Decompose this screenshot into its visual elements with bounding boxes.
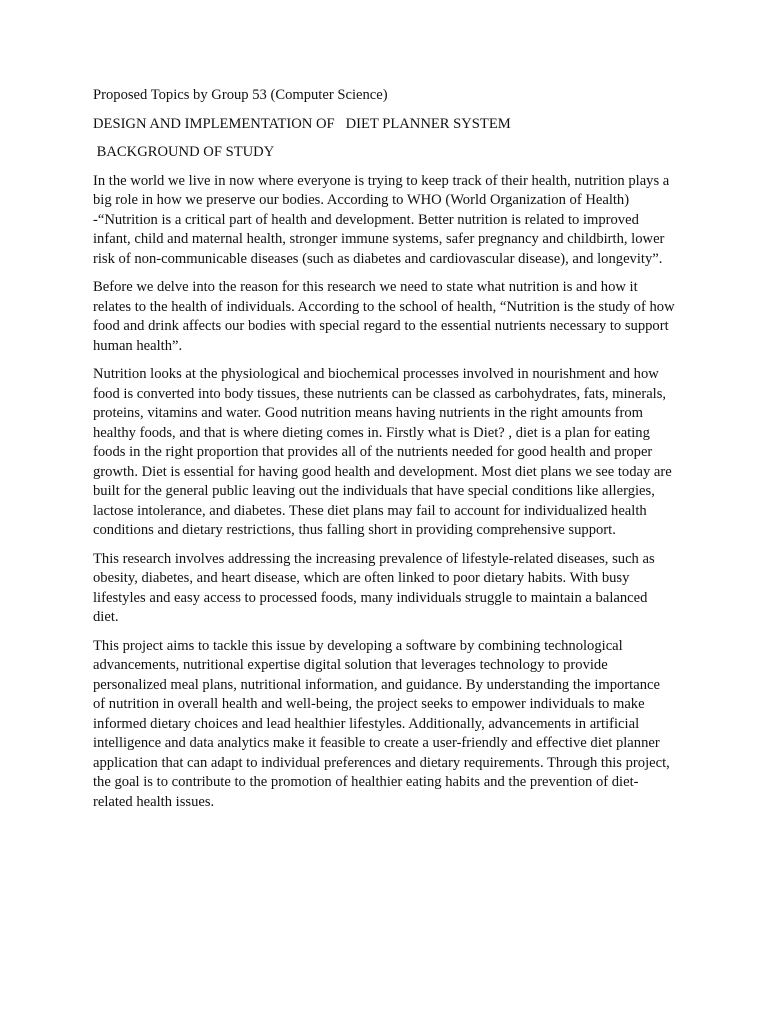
document-body [93, 86, 679, 821]
paragraph-nutrition-processes: Nutrition looks at the physiological and biochemical processes involved in nourishment and how food is converted into body tissues, these nutrients can be classed as carbohydrates, fats, minerals, proteins, vitamins and water. Good nutrition means having nutrients in the right amounts from healthy foods, and that is where dieting comes in. Firstly what is Diet? , diet is a plan for eating foods in the right proportion that provides all of the nutrients needed for good health and proper growth. Diet is essential for having good health and development. Most diet plans we see today are built for the general public leaving out the individuals that have special conditions like allergies, lactose intolerance, and diabetes. These diet plans may fail to account for individualized health conditions and dietary restrictions, thus falling short in providing comprehensive support. [93, 366, 676, 538]
proposer-line: Proposed Topics by Group 53 (Computer Science) [93, 87, 388, 103]
paragraph-intro: In the world we live in now where everyone is trying to keep track of their health, nutrition plays a big role in how we preserve our bodies. According to WHO (World Organization of Health) -“Nutrition is a critical part of health and development. Better nutrition is related to improved infant, child and maternal health, stronger immune systems, safer pregnancy and childbirth, lower risk of non-communicable diseases (such as diabetes and cardiovascular disease), and longevity”. [93, 172, 673, 267]
section-heading: BACKGROUND OF STUDY [93, 144, 275, 160]
paragraph-nutrition-definition: Before we delve into the reason for this research we need to state what nutrition is and how it relates to the health of individuals. According to the school of health, “Nutrition is the study of how food and drink affects our bodies with special regard to the essential nutrients necessary to support human health”. [93, 279, 679, 354]
paragraph-project-aim: This project aims to tackle this issue by developing a software by combining technological advancements, nutritional expertise digital solution that leverages technology to provide personalized meal plans, nutritional information, and guidance. By understanding the importance of nutrition in overall health and well-being, the project seeks to empower individuals to make informed dietary choices and lead healthier lifestyles. Additionally, advancements in artificial intelligence and data analytics make it feasible to create a user-friendly and effective diet planner application that can adapt to individual preferences and dietary requirements. Through this project, the goal is to contribute to the promotion of healthier eating habits and the prevention of diet-related health issues. [93, 637, 674, 810]
project-title: DESIGN AND IMPLEMENTATION OF DIET PLANNER SYSTEM [93, 115, 511, 132]
paragraph-research-problem: This research involves addressing the increasing prevalence of lifestyle-related diseases, such as obesity, diabetes, and heart disease, which are often linked to poor dietary habits. With busy lifestyles and easy access to processed foods, many individuals struggle to maintain a balanced diet. [93, 550, 659, 625]
